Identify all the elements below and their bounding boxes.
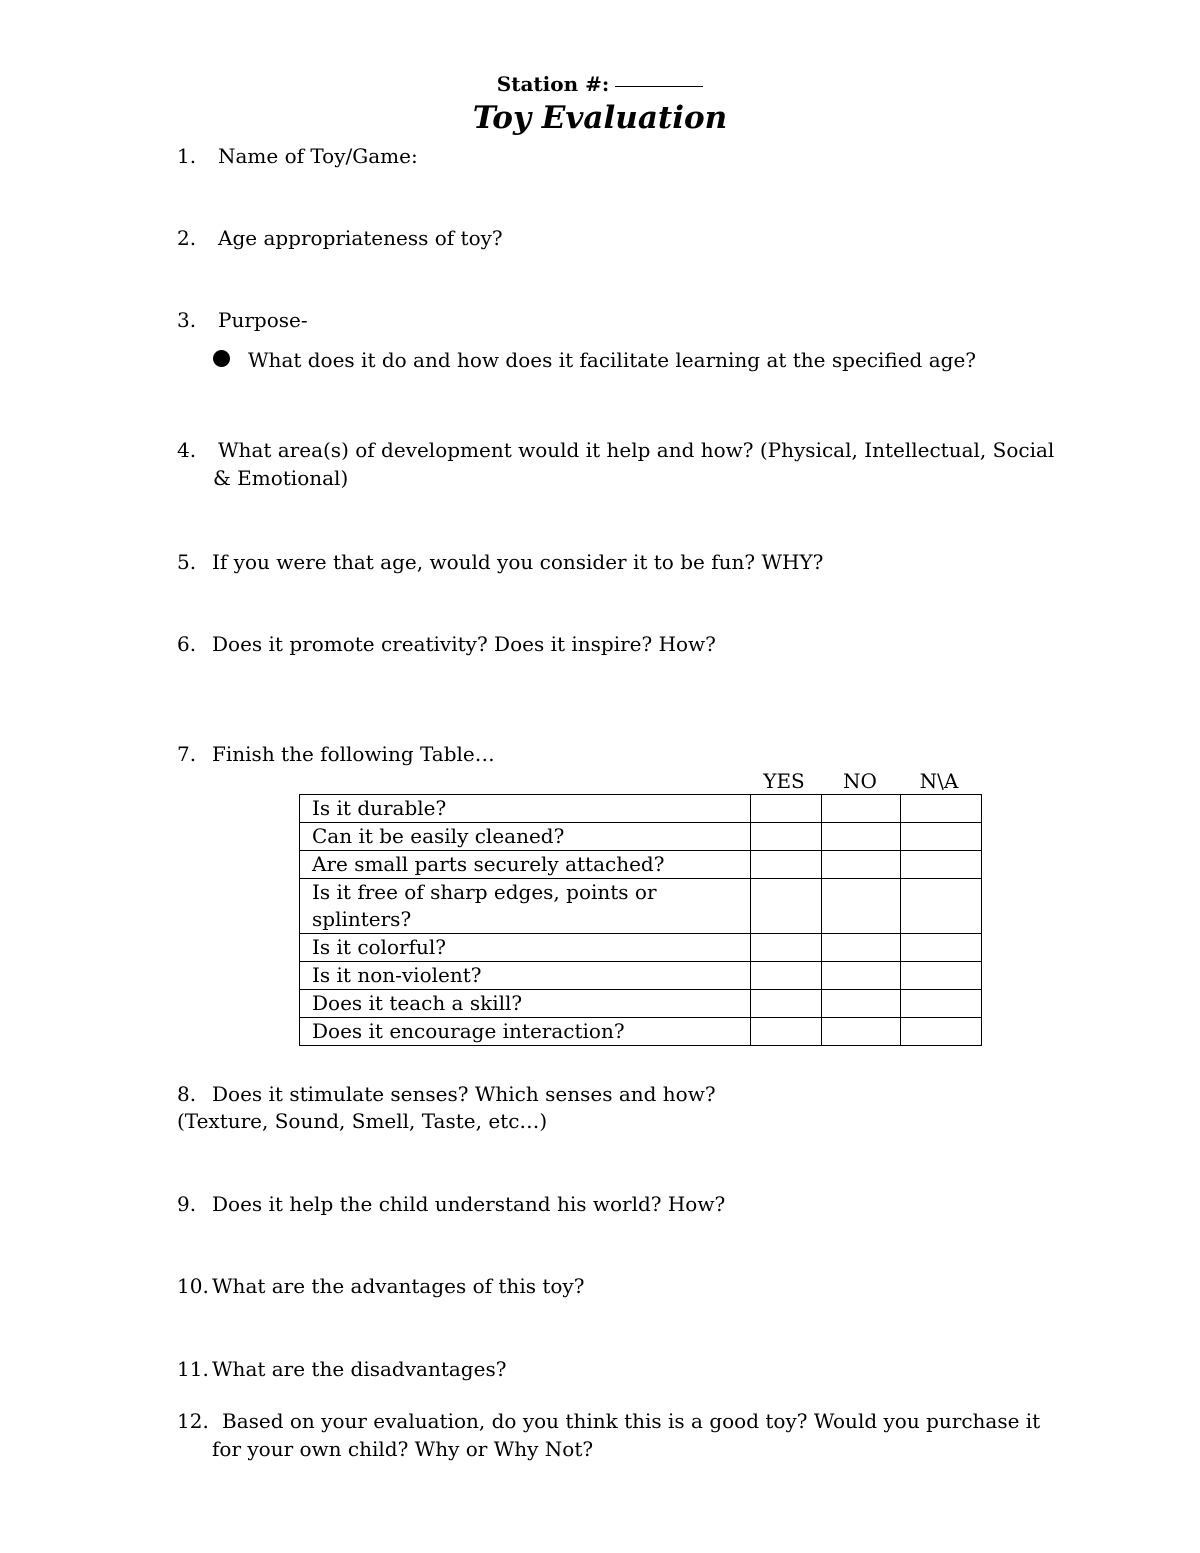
table-header-na: N\A [919,769,959,793]
criteria-cell: Is it colorful? [300,934,751,962]
question-text-line-2: & Emotional) [213,466,349,490]
question-text: What are the disadvantages? [212,1357,507,1381]
station-label: Station #: [496,72,610,96]
criteria-cell: Are small parts securely attached? [300,851,751,879]
yes-checkbox-cell[interactable] [751,1018,822,1046]
table-row [300,851,982,879]
table-row [300,1018,982,1046]
yes-checkbox-cell[interactable] [751,934,822,962]
question-text: If you were that age, would you consider it to be fun? WHY? [212,550,824,574]
no-checkbox-cell[interactable] [822,1018,901,1046]
evaluation-checklist-table [299,794,982,1046]
question-number: 7. [177,742,197,766]
question-number: 2. [177,226,197,250]
no-checkbox-cell[interactable] [822,795,901,823]
question-number: 8. [177,1082,197,1106]
question-3-bullet [213,346,976,374]
question-3 [177,306,308,334]
question-8 [177,1080,716,1133]
question-number: 9. [177,1192,197,1216]
no-checkbox-cell[interactable] [822,879,901,934]
yes-checkbox-cell[interactable] [751,990,822,1018]
question-12 [177,1407,1041,1461]
table-row [300,879,982,934]
table-header-yes: YES [763,769,805,793]
question-6 [177,630,716,658]
yes-checkbox-cell[interactable] [751,851,822,879]
yes-checkbox-cell[interactable] [751,823,822,851]
question-text-line-2: for your own child? Why or Why Not? [212,1437,594,1461]
criteria-cell: Is it durable? [300,795,751,823]
no-checkbox-cell[interactable] [822,851,901,879]
criteria-line-1: Is it free of sharp edges, points or [312,880,657,904]
table-row [300,990,982,1018]
question-text: Does it promote creativity? Does it inspire? How? [212,632,716,656]
bullet-icon [213,350,230,367]
bullet-text: What does it do and how does it facilitate learning at the specified age? [248,348,976,372]
question-text: What are the advantages of this toy? [212,1274,585,1298]
question-text: Does it help the child understand his world? How? [212,1192,726,1216]
table-header-no: NO [843,769,877,793]
question-11 [177,1355,507,1383]
question-2 [177,224,503,252]
no-checkbox-cell[interactable] [822,962,901,990]
no-checkbox-cell[interactable] [822,934,901,962]
question-number: 6. [177,632,197,656]
na-checkbox-cell[interactable] [901,990,982,1018]
criteria-cell: Does it encourage interaction? [300,1018,751,1046]
yes-checkbox-cell[interactable] [751,795,822,823]
na-checkbox-cell[interactable] [901,851,982,879]
station-blank [615,86,703,87]
criteria-cell: Is it non-violent? [300,962,751,990]
question-1 [177,142,418,170]
na-checkbox-cell[interactable] [901,962,982,990]
station-number-line [0,72,1200,96]
table-row [300,795,982,823]
no-checkbox-cell[interactable] [822,990,901,1018]
question-number: 1. [177,144,197,168]
page-title: Toy Evaluation [472,100,728,136]
na-checkbox-cell[interactable] [901,795,982,823]
question-number: 4. [177,438,197,462]
question-7 [177,740,495,768]
question-number: 5. [177,550,197,574]
na-checkbox-cell[interactable] [901,823,982,851]
na-checkbox-cell[interactable] [901,879,982,934]
question-text: Finish the following Table… [212,742,495,766]
table-row [300,934,982,962]
no-checkbox-cell[interactable] [822,823,901,851]
na-checkbox-cell[interactable] [901,1018,982,1046]
question-text-line-1: Based on your evaluation, do you think this is a good toy? Would you purchase it [222,1409,1041,1433]
question-10 [177,1272,585,1300]
criteria-cell: Does it teach a skill? [300,990,751,1018]
question-9 [177,1190,726,1218]
criteria-cell [300,879,751,934]
question-number: 3. [177,308,197,332]
question-text-line-1: What area(s) of development would it help and how? (Physical, Intellectual, Social [218,438,1055,462]
question-number: 11. [177,1357,209,1381]
criteria-line-2: splinters? [312,907,412,931]
question-text-line-2: (Texture, Sound, Smell, Taste, etc…) [177,1109,548,1133]
criteria-cell: Can it be easily cleaned? [300,823,751,851]
yes-checkbox-cell[interactable] [751,879,822,934]
yes-checkbox-cell[interactable] [751,962,822,990]
table-row [300,823,982,851]
na-checkbox-cell[interactable] [901,934,982,962]
question-text: Name of Toy/Game: [218,144,418,168]
table-row [300,962,982,990]
question-4 [177,436,1055,490]
question-text-line-1: Does it stimulate senses? Which senses and how? [212,1082,716,1106]
question-number: 10. [177,1274,209,1298]
question-number: 12. [177,1409,209,1433]
question-text: Purpose- [218,308,308,332]
question-5 [177,548,824,576]
question-text: Age appropriateness of toy? [218,226,503,250]
